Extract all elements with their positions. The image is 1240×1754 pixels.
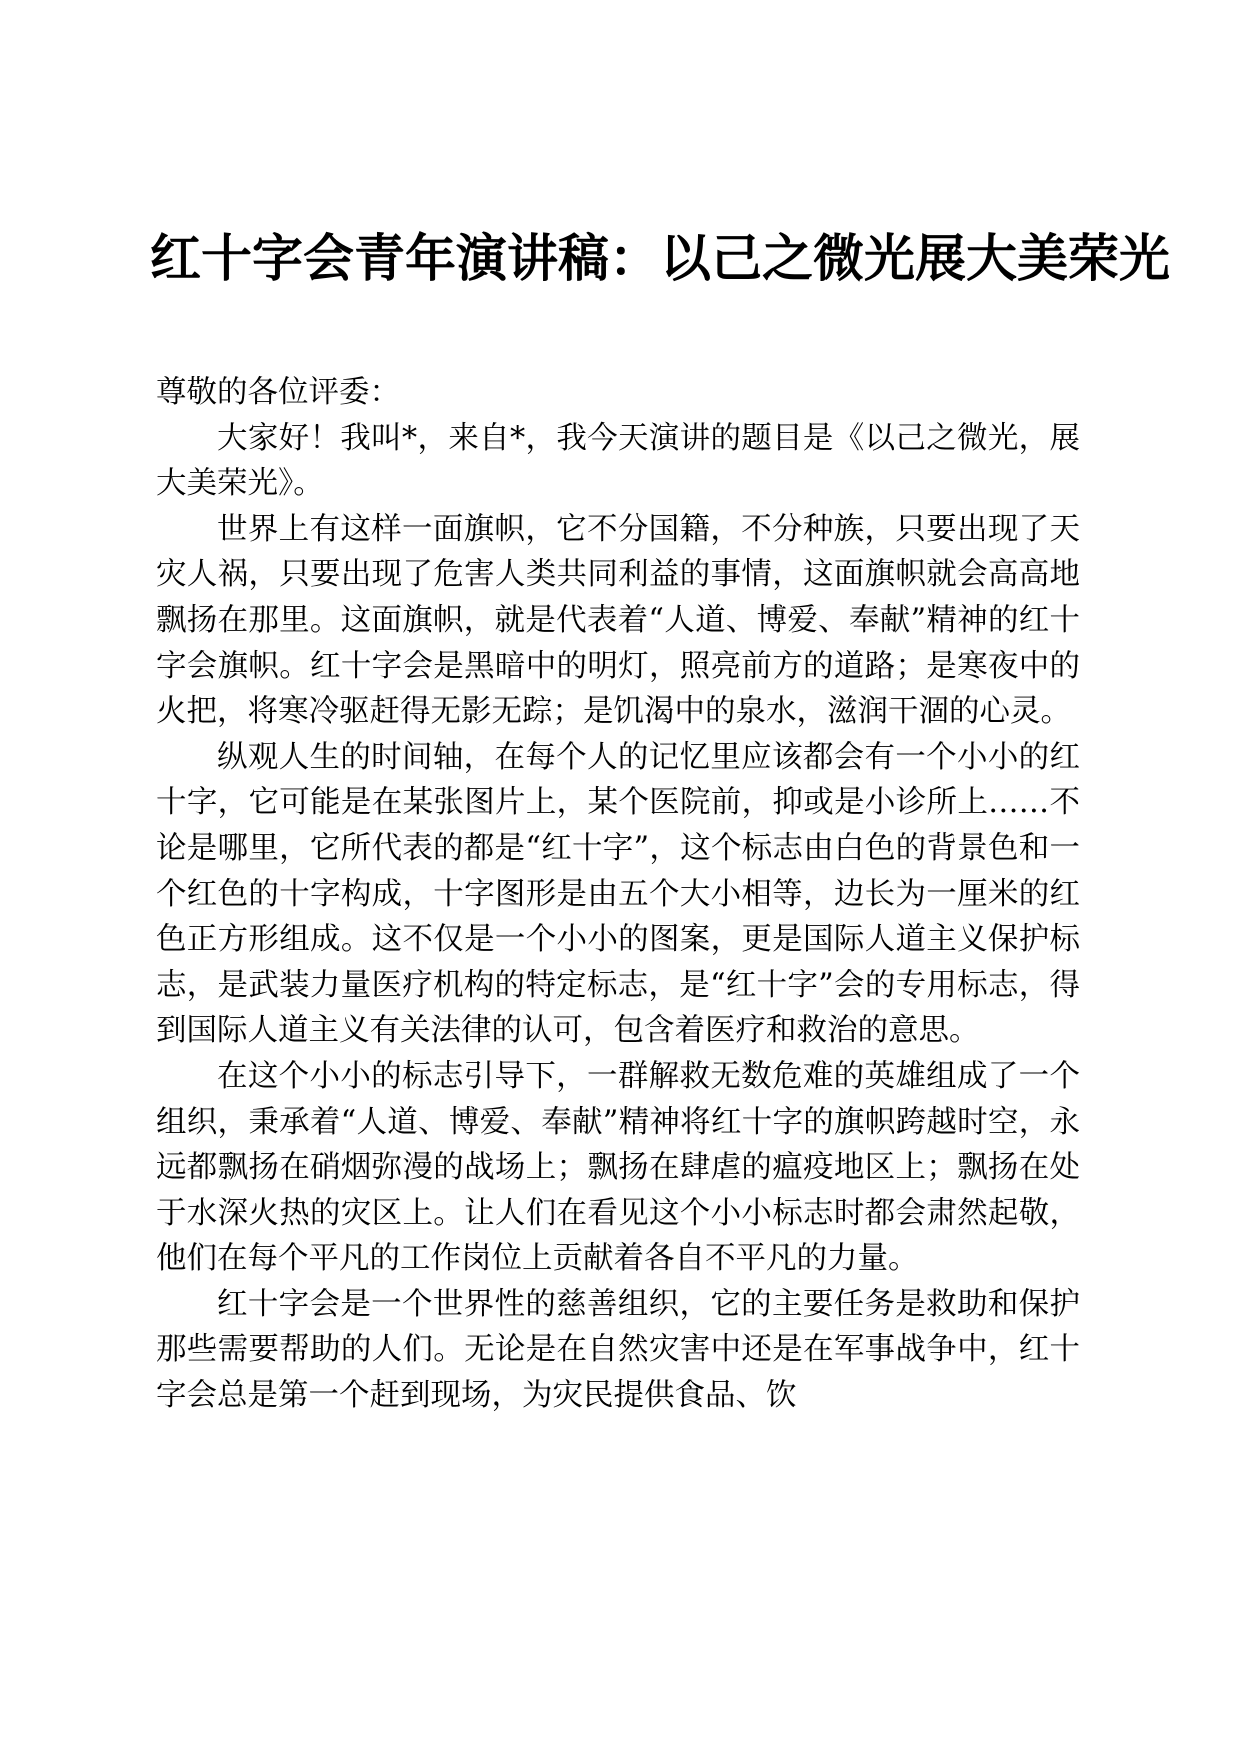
document-body [156, 370, 1080, 1419]
paragraph-5: 红十字会是一个世界性的慈善组织，它的主要任务是救助和保护那些需要帮助的人们。无论是在自然灾害中还是在军事战争中，红十字会总是第一个赶到现场，为灾民提供食品、饮 [156, 1286, 1080, 1414]
paragraph-2: 世界上有这样一面旗帜，它不分国籍，不分种族，只要出现了天灾人祸，只要出现了危害人类共同利益的事情，这面旗帜就会高高地飘扬在那里。这面旗帜，就是代表着“人道、博爱、奉献”精神的红十字会旗帜。红十字会是黑暗中的明灯，照亮前方的道路；是寒夜中的火把，将寒冷驱赶得无影无踪；是饥渴中的泉水，滋润干涸的心灵。 [156, 511, 1080, 730]
salutation: 尊敬的各位评委： [156, 375, 400, 410]
paragraph-4: 在这个小小的标志引导下，一群解救无数危难的英雄组成了一个组织，秉承着“人道、博爱、奉献”精神将红十字的旗帜跨越时空，永远都飘扬在硝烟弥漫的战场上；飘扬在肆虐的瘟疫地区上；飘扬在处于水深火热的灾区上。让人们在看见这个小小标志时都会肃然起敬，他们在每个平凡的工作岗位上贡献着各自不平凡的力量。 [156, 1058, 1080, 1277]
paragraph-1: 大家好！我叫*，来自*，我今天演讲的题目是《以己之微光，展大美荣光》。 [156, 420, 1080, 502]
document-title: 红十字会青年演讲稿：以己之微光展大美荣光 [150, 229, 1171, 289]
paragraph-3: 纵观人生的时间轴，在每个人的记忆里应该都会有一个小小的红十字，它可能是在某张图片上，某个医院前，抑或是小诊所上……不论是哪里，它所代表的都是“红十字”，这个标志由白色的背景色和一个红色的十字构成，十字图形是由五个大小相等，边长为一厘米的红色正方形组成。这不仅是一个小小的图案，更是国际人道主义保护标志，是武装力量医疗机构的特定标志，是“红十字”会的专用标志，得到国际人道主义有关法律的认可，包含着医疗和救治的意思。 [156, 739, 1080, 1049]
